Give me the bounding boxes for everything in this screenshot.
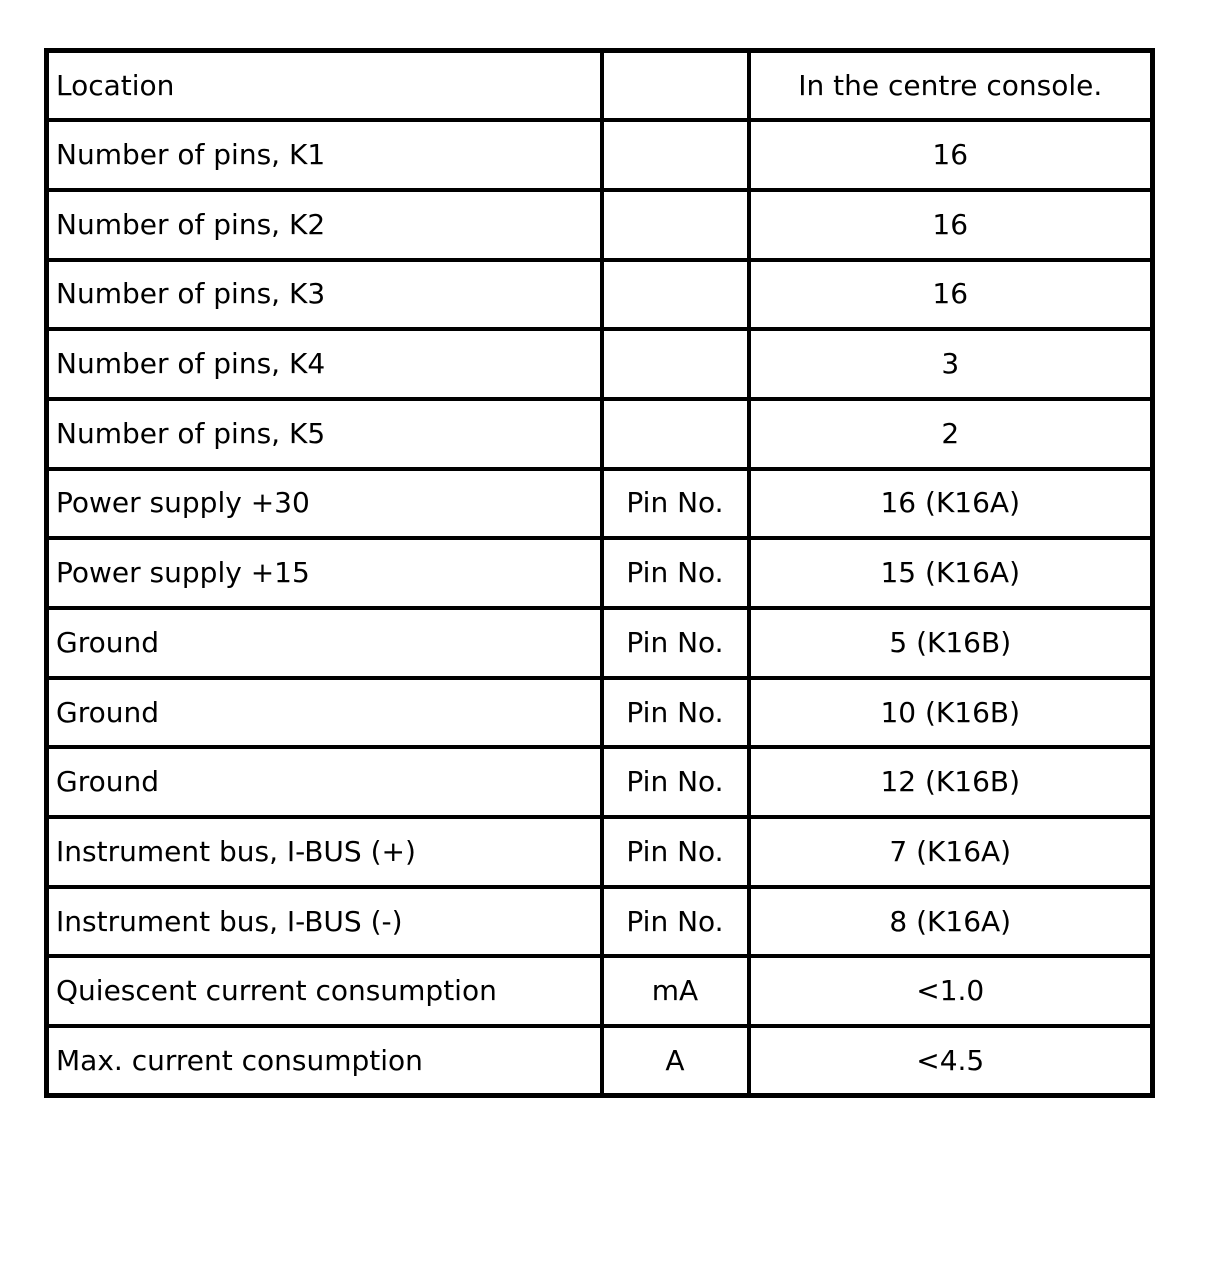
table-row: [47, 120, 1153, 190]
table-row: [47, 51, 1153, 121]
row-label: Location: [47, 51, 602, 121]
row-label: Number of pins, K3: [47, 260, 602, 330]
table-row: [47, 538, 1153, 608]
row-unit: Pin No.: [602, 538, 749, 608]
row-value: 16 (K16A): [749, 469, 1153, 539]
row-unit: Pin No.: [602, 887, 749, 957]
table-row: [47, 678, 1153, 748]
row-value: 15 (K16A): [749, 538, 1153, 608]
row-value: 2: [749, 399, 1153, 469]
table-row: [47, 817, 1153, 887]
row-unit: Pin No.: [602, 678, 749, 748]
row-value: 16: [749, 260, 1153, 330]
row-label: Instrument bus, I-BUS (+): [47, 817, 602, 887]
row-unit: [602, 190, 749, 260]
table-row: [47, 956, 1153, 1026]
row-value: 16: [749, 190, 1153, 260]
row-value: 12 (K16B): [749, 747, 1153, 817]
row-value: <4.5: [749, 1026, 1153, 1096]
row-value: <1.0: [749, 956, 1153, 1026]
table-row: [47, 469, 1153, 539]
row-label: Ground: [47, 747, 602, 817]
row-label: Power supply +15: [47, 538, 602, 608]
table-row: [47, 887, 1153, 957]
row-label: Number of pins, K4: [47, 329, 602, 399]
row-label: Number of pins, K2: [47, 190, 602, 260]
row-unit: [602, 399, 749, 469]
row-unit: Pin No.: [602, 747, 749, 817]
row-label: Ground: [47, 608, 602, 678]
row-value: 16: [749, 120, 1153, 190]
table-row: [47, 1026, 1153, 1096]
table-row: [47, 329, 1153, 399]
row-label: Number of pins, K5: [47, 399, 602, 469]
row-value: 10 (K16B): [749, 678, 1153, 748]
table-row: [47, 399, 1153, 469]
row-unit: mA: [602, 956, 749, 1026]
row-unit: [602, 51, 749, 121]
row-value: 8 (K16A): [749, 887, 1153, 957]
row-value: 7 (K16A): [749, 817, 1153, 887]
row-unit: Pin No.: [602, 469, 749, 539]
row-label: Instrument bus, I-BUS (-): [47, 887, 602, 957]
table-row: [47, 190, 1153, 260]
row-label: Ground: [47, 678, 602, 748]
row-label: Power supply +30: [47, 469, 602, 539]
row-value: 3: [749, 329, 1153, 399]
table-row: [47, 260, 1153, 330]
row-unit: A: [602, 1026, 749, 1096]
row-value: 5 (K16B): [749, 608, 1153, 678]
row-unit: Pin No.: [602, 608, 749, 678]
row-label: Quiescent current consumption: [47, 956, 602, 1026]
row-unit: [602, 260, 749, 330]
row-unit: Pin No.: [602, 817, 749, 887]
row-label: Max. current consumption: [47, 1026, 602, 1096]
row-label: Number of pins, K1: [47, 120, 602, 190]
specification-table: [44, 48, 1155, 1098]
row-value: In the centre console.: [749, 51, 1153, 121]
table-row: [47, 747, 1153, 817]
row-unit: [602, 120, 749, 190]
table-row: [47, 608, 1153, 678]
row-unit: [602, 329, 749, 399]
